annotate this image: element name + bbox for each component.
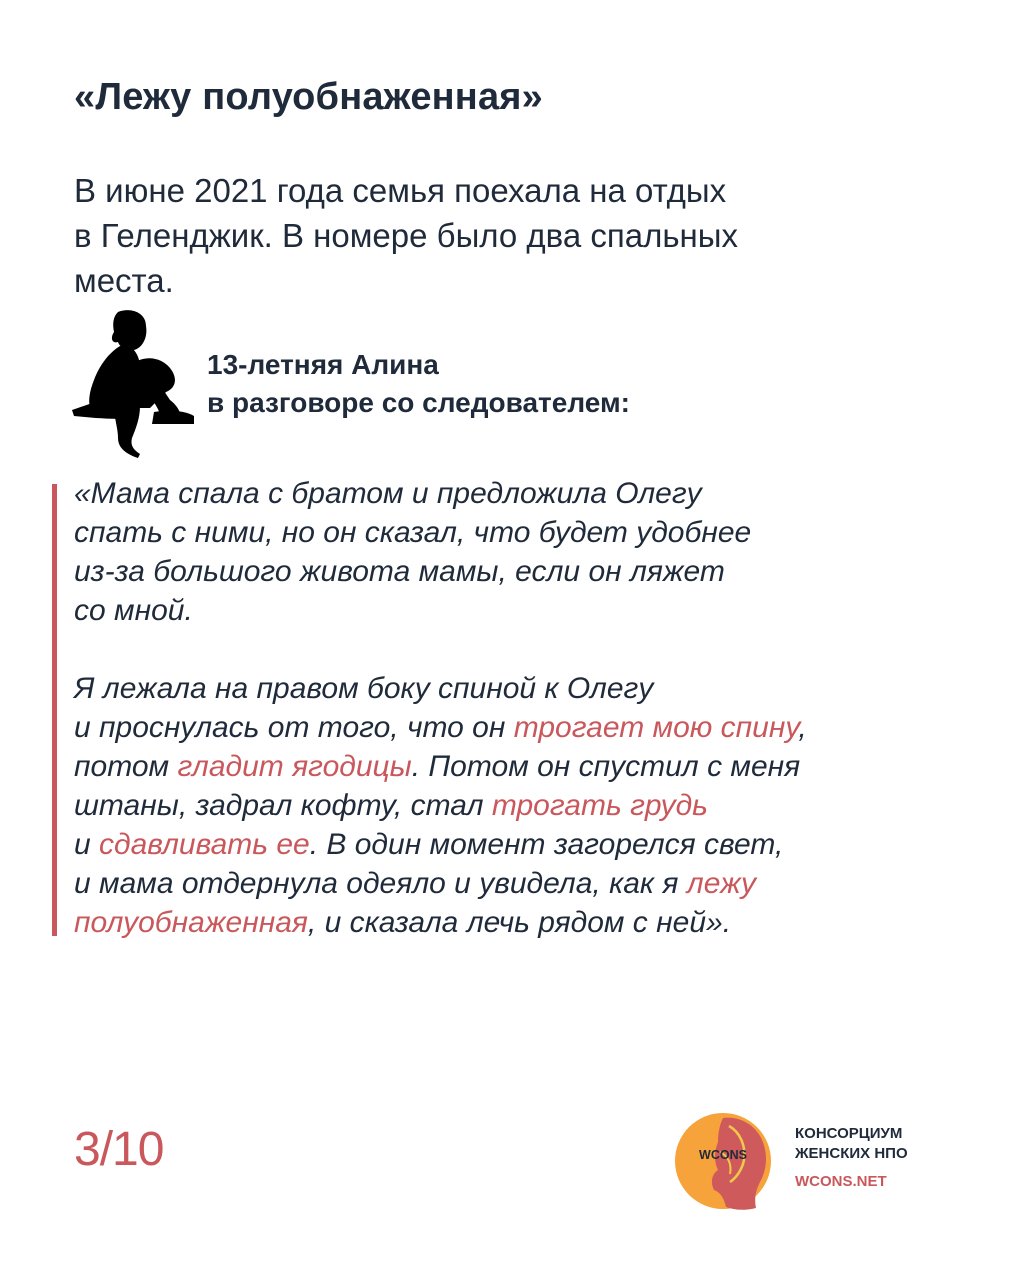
quote-paragraph — [74, 669, 974, 942]
quote-accent-bar — [52, 484, 57, 936]
quote-line: Я лежала на правом боку спиной к Олегу — [74, 672, 654, 705]
highlighted-phrase: полуобнаженная — [74, 906, 308, 939]
intro-line: в Геленджик. В номере было два спальных — [74, 217, 738, 254]
sitting-girl-silhouette-icon — [70, 308, 200, 458]
intro-text — [74, 168, 954, 303]
quote-line: со мной. — [74, 594, 193, 627]
quote-text: , и сказала лечь рядом с ней». — [307, 906, 732, 939]
org-name — [795, 1124, 908, 1192]
quote-text: и мама отдернула одеяло и увидела, как я — [74, 867, 687, 900]
quote-line: из-за большого живота мамы, если он ляжет — [74, 555, 725, 588]
quote-line — [74, 903, 974, 942]
highlighted-phrase: сдавливать ее — [99, 828, 310, 861]
speaker-caption — [207, 346, 630, 422]
highlighted-phrase: лежу — [686, 867, 757, 900]
quote-text: , — [798, 711, 807, 744]
highlighted-phrase: трогает мою спину — [513, 711, 799, 744]
quote-paragraph — [74, 474, 974, 630]
speaker-line: 13-летняя Алина — [207, 349, 439, 380]
website-link[interactable]: WCONS.NET — [795, 1173, 887, 1190]
quote-line — [74, 786, 974, 825]
quote-text: штаны, задрал кофту, стал — [74, 789, 492, 822]
org-line: ЖЕНСКИХ НПО — [795, 1145, 908, 1162]
quote-line — [74, 747, 974, 786]
logo-text: WCONS — [699, 1148, 747, 1162]
page-number: 3/10 — [74, 1123, 164, 1176]
quote-block — [74, 474, 974, 942]
speaker-line: в разговоре со следователем: — [207, 387, 630, 418]
quote-text: . Потом он спустил с меня — [411, 750, 801, 783]
quote-line: спать с ними, но он сказал, что будет удобнее — [74, 516, 752, 549]
quote-line: «Мама спала с братом и предложила Олегу — [74, 477, 702, 510]
wcons-logo-icon — [674, 1112, 772, 1210]
intro-line: места. — [74, 262, 174, 299]
quote-line — [74, 864, 974, 903]
highlighted-phrase: гладит ягодицы — [177, 750, 412, 783]
highlighted-phrase: трогать грудь — [491, 789, 708, 822]
page-title: «Лежу полуобнаженная» — [74, 76, 543, 118]
quote-text: и проснулась от того, что он — [74, 711, 514, 744]
quote-text: и — [74, 828, 100, 861]
quote-text: потом — [74, 750, 178, 783]
quote-text: . В один момент загорелся свет, — [309, 828, 784, 861]
intro-line: В июне 2021 года семья поехала на отдых — [74, 172, 727, 209]
org-line: КОНСОРЦИУМ — [795, 1125, 903, 1142]
quote-line — [74, 708, 974, 747]
quote-line — [74, 825, 974, 864]
